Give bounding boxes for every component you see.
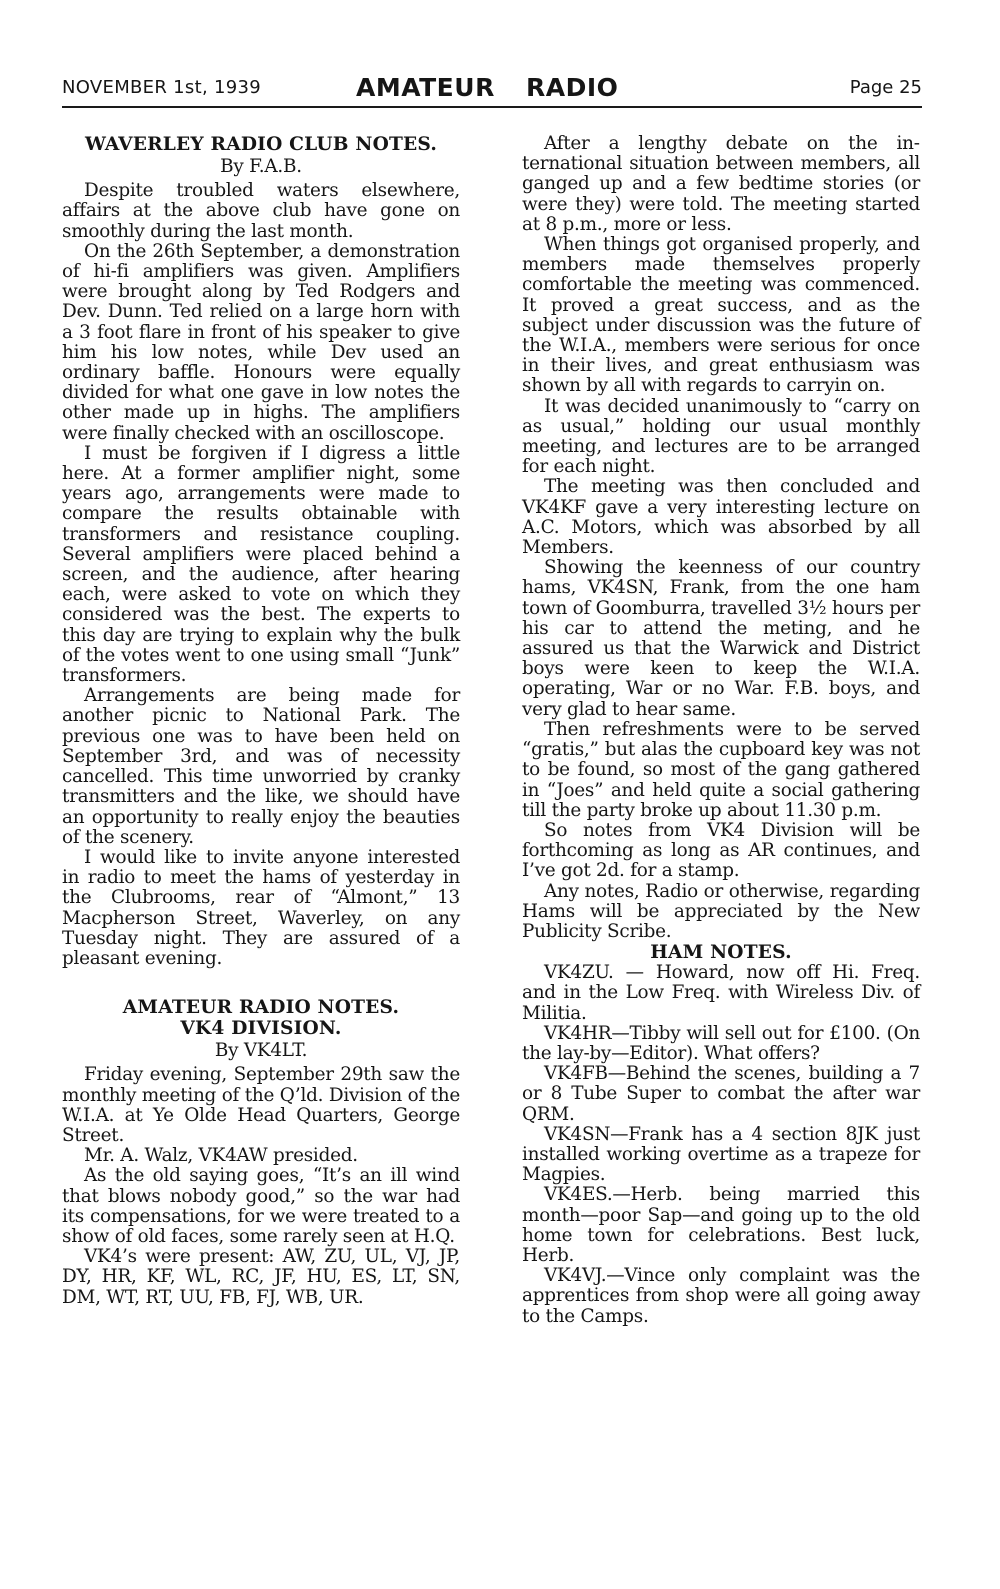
- paragraph: It was decided unanimously to “carry on as usual,” holding our usual monthly meeting, and lectures are to be arranged for each night.: [522, 395, 920, 478]
- section-gap: [62, 969, 460, 997]
- paragraph: When things got organised properly, and members made themselves properly comfortable the meeting was commenced. It proved a great success, and as the subject under discussion was the future of the W.I.A., members were serious for once in their lives, and great enthusiasm was shown by all with regards to carryin on.: [522, 234, 920, 397]
- ham-note: VK4SN—Frank has a 4 section 8JK just installed working overtime as a trapeze for Magpies.: [522, 1123, 920, 1186]
- paragraph: On the 26th September, a demonstration of hi-fi amplifiers was given. Amplifiers were brought along by Ted Rodgers and Dev. Dunn. Ted relied on a large horn with a 3 foot flare in front of his speaker to give him his low notes, while Dev used an ordinary baffle. Honours were equally divided for what one gave in low notes the other made up in highs. The amplifiers were finally checked with an oscilloscope.: [62, 240, 460, 444]
- ham-note: VK4FB—Behind the scenes, building a 7 or 8 Tube Super to combat the after war QRM.: [522, 1063, 920, 1125]
- paragraph: As the old saying goes, “It’s an ill wind that blows nobody good,” so the war had its compensations, for we were treated to a show of old faces, some rarely seen at H.Q.: [62, 1165, 460, 1247]
- paragraph: I must be forgiven if I digress a little here. At a former amplifier night, some years ago, arrangements were made to compare the results obtainable with transformers and resistance coupling. Several amplifiers were placed behind a screen, and the audience, after hearing each, were asked to vote on which they considered was the best. The experts to this day are trying to explain why the bulk of the votes went to one using small “Junk” transformers.: [62, 442, 460, 687]
- ham-note: VK4VJ.—Vince only complaint was the apprentices from shop were all going away to the Camps.: [522, 1265, 920, 1327]
- left-column: [62, 134, 460, 1308]
- paragraph: Friday evening, September 29th saw the monthly meeting of the Q’ld. Division of the W.I.A. at Ye Olde Head Quarters, George Street.: [62, 1064, 460, 1146]
- page-number: Page 25: [849, 77, 922, 98]
- right-column: [522, 134, 920, 1327]
- paragraph: So notes from VK4 Division will be forthcoming as long as AR continues, and I’ve got 2d. for a stamp.: [522, 819, 920, 882]
- ham-note: VK4ES.—Herb. being married this month—poor Sap—and going up to the old home town for celebrations. Best luck, Herb.: [522, 1184, 920, 1266]
- paragraph: I would like to invite anyone interested in radio to meet the hams of yesterday in the Clubrooms, rear of “Almont,” 13 Macpherson Street, Waverley, on any Tuesday night. They are assured of a pleasant evening.: [62, 846, 460, 969]
- paragraph: After a lengthy debate on the international situation between members, all ganged up and a few bedtime stories (or were they) were told. The meeting started at 8 p.m., more or less.: [522, 133, 920, 235]
- ham-note: VK4HR—Tibby will sell out for £100. (On the lay-by—Editor). What offers?: [522, 1022, 920, 1064]
- paragraph: Mr. A. Walz, VK4AW presided.: [84, 1145, 358, 1167]
- paragraph: Despite troubled waters elsewhere, affairs at the above club have gone on smoothly during the last month.: [62, 180, 460, 242]
- page-header: [62, 74, 922, 108]
- paragraph: Then refreshments were to be served “gratis,” but alas the cupboard key was not to be found, so most of the gang gathered in “Joes” and held quite a social gathering till the party broke up about 11.30 p.m.: [522, 718, 920, 821]
- paragraph: Arrangements are being made for another picnic to National Park. The previous one was to have been held on September 3rd, and was of necessity cancelled. This time unworried by cranky transmitters and the like, we should have an opportunity to really enjoy the beauties of the scenery.: [62, 685, 460, 848]
- vk4-byline: By VK4LT.: [214, 1040, 308, 1062]
- vk4-title-line2: VK4 DIVISION.: [180, 1018, 342, 1040]
- paragraph: Any notes, Radio or otherwise, regarding Hams will be appreciated by the New Publicity Scribe.: [522, 880, 920, 942]
- waverley-title: WAVERLEY RADIO CLUB NOTES.: [84, 134, 438, 155]
- issue-date: NOVEMBER 1st, 1939: [62, 77, 262, 98]
- magazine-title: AMATEUR RADIO: [356, 73, 619, 102]
- paragraph: The meeting was then concluded and VK4KF gave a very interesting lecture on A.C. Motors, which was absorbed by all Members.: [522, 476, 920, 559]
- paragraph: Showing the keenness of our country hams, VK4SN, Frank, from the one ham town of Goomburra, travelled 3½ hours per his car to attend the meting, and he assured us that the Warwick and District boys were keen to keep the W.I.A. operating, War or no War. F.B. boys, and very glad to hear same.: [522, 557, 920, 720]
- ham-note: VK4ZU. — Howard, now off Hi. Freq. and in the Low Freq. with Wireless Div. of Militia.: [522, 962, 920, 1024]
- paragraph: VK4’s were present: AW, ZU, UL, VJ, JP, DY, HR, KF, WL, RC, JF, HU, ES, LT, SN, DM, WT, RT, UU, FB, FJ, WB, UR.: [62, 1246, 460, 1308]
- ham-notes-title: HAM NOTES.: [650, 942, 792, 964]
- vk4-title-line1: AMATEUR RADIO NOTES.: [122, 997, 400, 1019]
- waverley-byline: By F.A.B.: [220, 156, 302, 177]
